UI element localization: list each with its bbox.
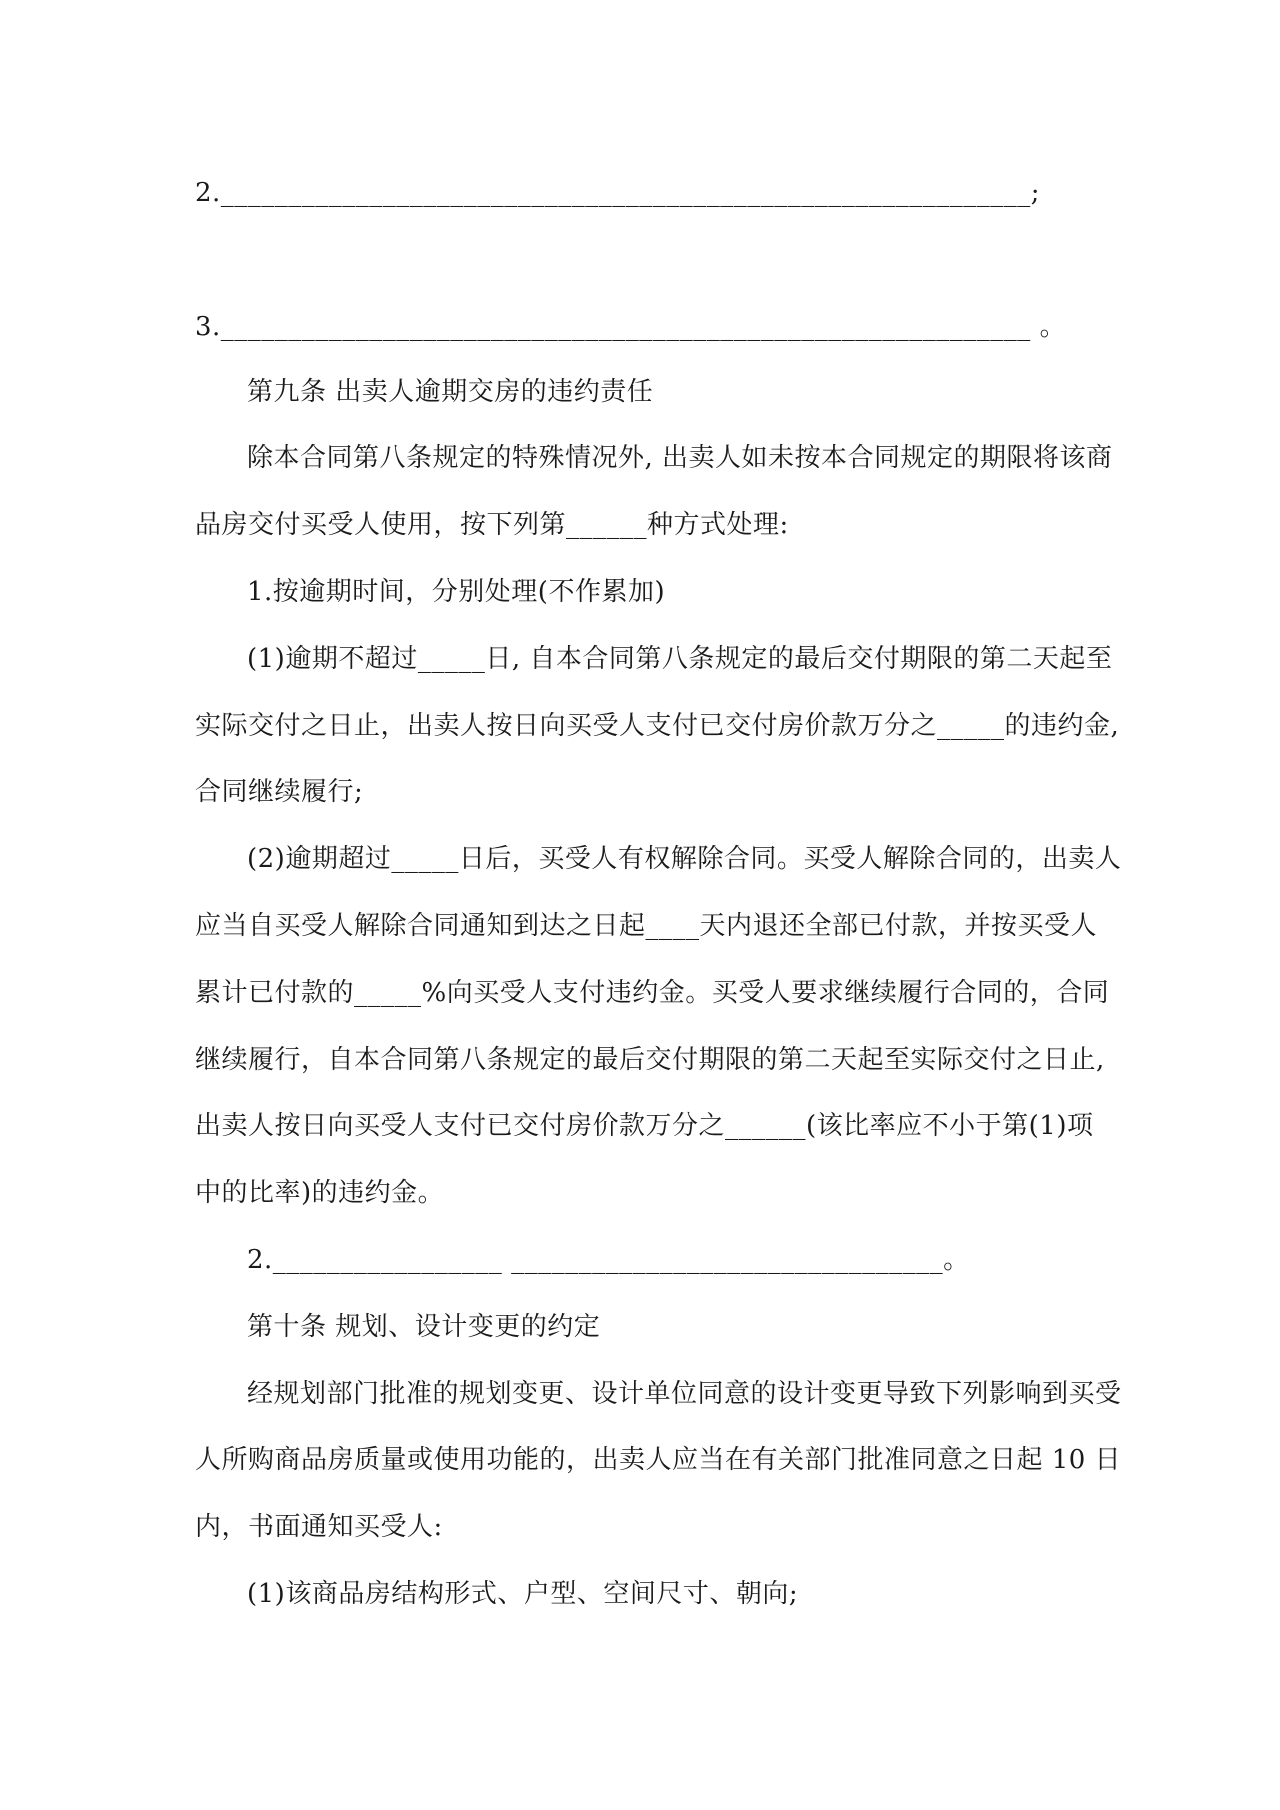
paragraph-line: (1)该商品房结构形式、户型、空间尺寸、朝向; — [247, 1579, 799, 1609]
paragraph-line: 出卖人按日向买受人支付已交付房价款万分之______(该比率应不小于第(1)项 — [195, 1111, 1094, 1141]
option-2-blank-line: 2._________________ ________________________________。 — [247, 1245, 970, 1275]
paragraph-line: 品房交付买受人使用，按下列第______种方式处理: — [195, 510, 789, 540]
item-2-blank-line: 2.____________________________________________________________; — [195, 178, 1041, 208]
paragraph-line: 经规划部门批准的规划变更、设计单位同意的设计变更导致下列影响到买受 — [247, 1379, 1122, 1409]
paragraph-line: 应当自买受人解除合同通知到达之日起____天内退还全部已付款，并按买受人 — [195, 911, 1098, 941]
paragraph-line: 实际交付之日止，出卖人按日向买受人支付已交付房价款万分之_____的违约金, — [195, 711, 1120, 741]
article-9-heading: 第九条 出卖人逾期交房的违约责任 — [247, 377, 654, 407]
paragraph-line: 除本合同第八条规定的特殊情况外, 出卖人如未按本合同规定的期限将该商 — [247, 443, 1113, 473]
paragraph-line: (2)逾期超过_____日后，买受人有权解除合同。买受人解除合同的，出卖人 — [247, 844, 1122, 874]
item-3-blank-line: 3.____________________________________________________________ 。 — [195, 312, 1067, 342]
paragraph-line: 人所购商品房质量或使用功能的，出卖人应当在有关部门批准同意之日起 10 日 — [195, 1445, 1122, 1475]
paragraph-line: 1.按逾期时间，分别处理(不作累加) — [247, 577, 666, 607]
paragraph-line: 继续履行，自本合同第八条规定的最后交付期限的第二天起至实际交付之日止, — [195, 1045, 1105, 1075]
article-10-heading: 第十条 规划、设计变更的约定 — [247, 1312, 601, 1342]
paragraph-line: 中的比率)的违约金。 — [195, 1178, 445, 1208]
paragraph-line: 合同继续履行; — [195, 777, 364, 807]
paragraph-line: 累计已付款的_____%向买受人支付违约金。买受人要求继续履行合同的，合同 — [195, 978, 1110, 1008]
paragraph-line: 内，书面通知买受人: — [195, 1512, 443, 1542]
paragraph-line: (1)逾期不超过_____日, 自本合同第八条规定的最后交付期限的第二天起至 — [247, 644, 1113, 674]
